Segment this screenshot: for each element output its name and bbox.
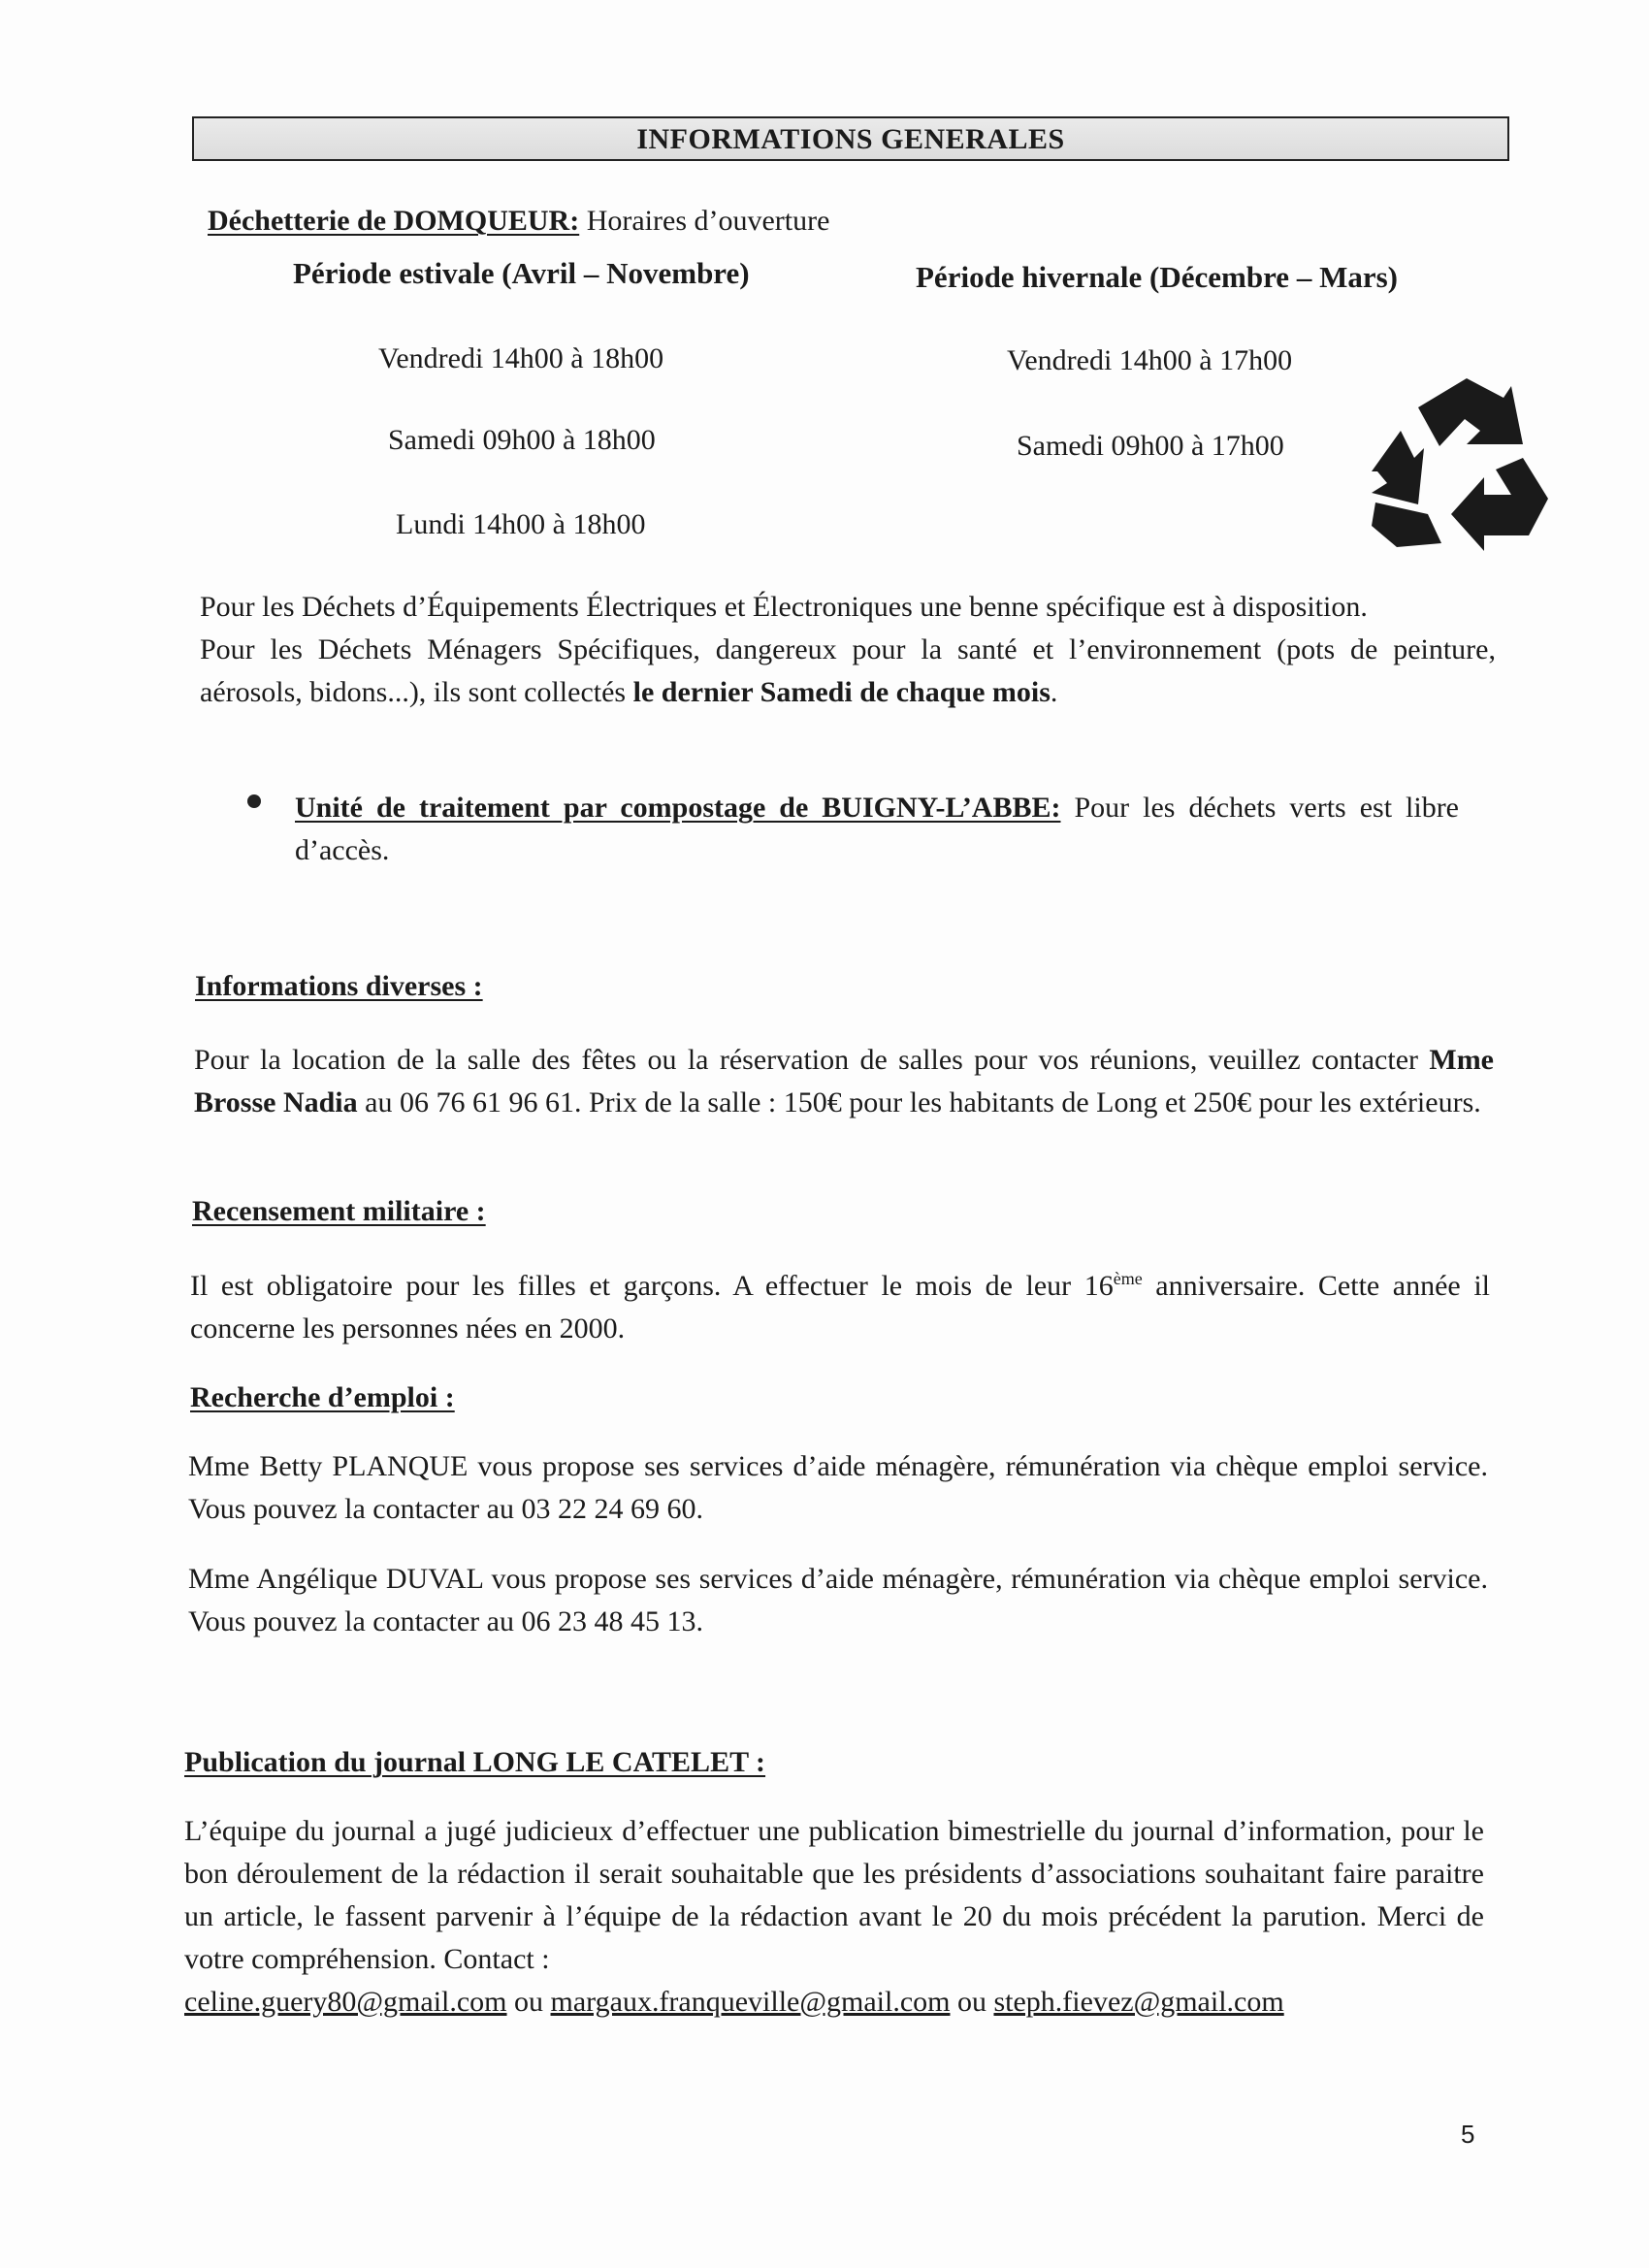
recycle-icon xyxy=(1358,369,1552,563)
emploi-paragraph-2: Mme Angélique DUVAL vous propose ses services d’aide ménagère, rémunération via chèque emploi service. Vous pouvez la contacter au 06 23 48 45 13. xyxy=(188,1563,1488,1637)
email-separator-2: ou xyxy=(950,1986,994,2018)
email-separator-1: ou xyxy=(506,1986,551,2018)
page-number: 5 xyxy=(1461,2120,1475,2149)
informations-diverses-paragraph xyxy=(194,1039,1494,1124)
winter-heading: Période hivernale (Décembre – Mars) xyxy=(916,260,1398,294)
dms-collection-date: le dernier Samedi de chaque mois xyxy=(632,676,1051,708)
recensement-title: Recensement militaire : xyxy=(192,1195,486,1227)
dechetterie-subtitle: Horaires d’ouverture xyxy=(579,205,830,237)
location-text-start: Pour la location de la salle des fêtes ou la réservation de salles pour vos réunions, veuillez contacter xyxy=(194,1044,1430,1076)
bullet-icon xyxy=(247,794,261,808)
dms-text xyxy=(200,629,1496,714)
dms-text-end: . xyxy=(1050,676,1058,708)
dms-text-start: Pour les Déchets Ménagers Spécifiques, dangereux pour la santé et l’environnement (pots de peinture, aérosols, bidons...), ils sont collectés xyxy=(200,633,1496,708)
compostage-title: Unité de traitement par compostage de BUIGNY-L’ABBE: xyxy=(295,792,1061,824)
summer-hours-2: Samedi 09h00 à 18h00 xyxy=(388,424,656,456)
recensement-paragraph xyxy=(190,1265,1490,1350)
winter-hours-2: Samedi 09h00 à 17h00 xyxy=(1017,430,1284,462)
informations-diverses-title: Informations diverses : xyxy=(195,970,483,1002)
header-banner xyxy=(192,116,1509,161)
dechetterie-title: Déchetterie de DOMQUEUR: xyxy=(208,205,580,237)
journal-contacts xyxy=(184,1981,1484,2024)
email-link-1[interactable]: celine.guery80@gmail.com xyxy=(184,1986,507,2018)
recensement-text-start: Il est obligatoire pour les filles et garçons. A effectuer le mois de leur 16 xyxy=(190,1270,1114,1302)
journal-text: L’équipe du journal a jugé judicieux d’effectuer une publication bimestrielle du journal d’information, pour le bon déroulement de la rédaction il serait souhaitable que les présidents d’associations souhaitant faire paraitre un article, le fassent parvenir à l’équipe de la rédaction avant le 20 du mois précédent la parution. Merci de votre compréhension. Contact : xyxy=(184,1815,1484,1975)
email-link-2[interactable]: margaux.franqueville@gmail.com xyxy=(550,1986,951,2018)
location-text-end: au 06 76 61 96 61. Prix de la salle : 150€ pour les habitants de Long et 250€ pour les extérieurs. xyxy=(357,1086,1481,1118)
summer-hours-1: Vendredi 14h00 à 18h00 xyxy=(378,342,664,374)
deee-text: Pour les Déchets d’Équipements Électriques et Électroniques une benne spécifique est à disposition. xyxy=(200,591,1368,623)
emploi-paragraph-1: Mme Betty PLANQUE vous propose ses services d’aide ménagère, rémunération via chèque emploi service. Vous pouvez la contacter au 03 22 24 69 60. xyxy=(188,1450,1488,1525)
recensement-text-end: anniversaire. Cette année il concerne les personnes nées en 2000. xyxy=(190,1270,1490,1345)
emploi-title: Recherche d’emploi : xyxy=(190,1381,455,1413)
journal-title: Publication du journal LONG LE CATELET : xyxy=(184,1746,766,1778)
dechetterie-paragraph xyxy=(200,586,1496,714)
compostage-paragraph xyxy=(295,787,1459,872)
journal-paragraph xyxy=(184,1810,1484,2024)
dechetterie-heading-line xyxy=(208,202,829,241)
summer-hours-3: Lundi 14h00 à 18h00 xyxy=(396,508,646,540)
recensement-sup: ème xyxy=(1113,1269,1143,1288)
winter-hours-1: Vendredi 14h00 à 17h00 xyxy=(1007,344,1293,376)
compostage-text: Pour les déchets verts est libre d’accès. xyxy=(295,792,1460,866)
summer-heading: Période estivale (Avril – Novembre) xyxy=(293,256,750,290)
contact-name: Mme Brosse Nadia xyxy=(194,1044,1494,1118)
header-title: INFORMATIONS GENERALES xyxy=(636,123,1065,155)
email-link-3[interactable]: steph.fievez@gmail.com xyxy=(993,1986,1284,2018)
